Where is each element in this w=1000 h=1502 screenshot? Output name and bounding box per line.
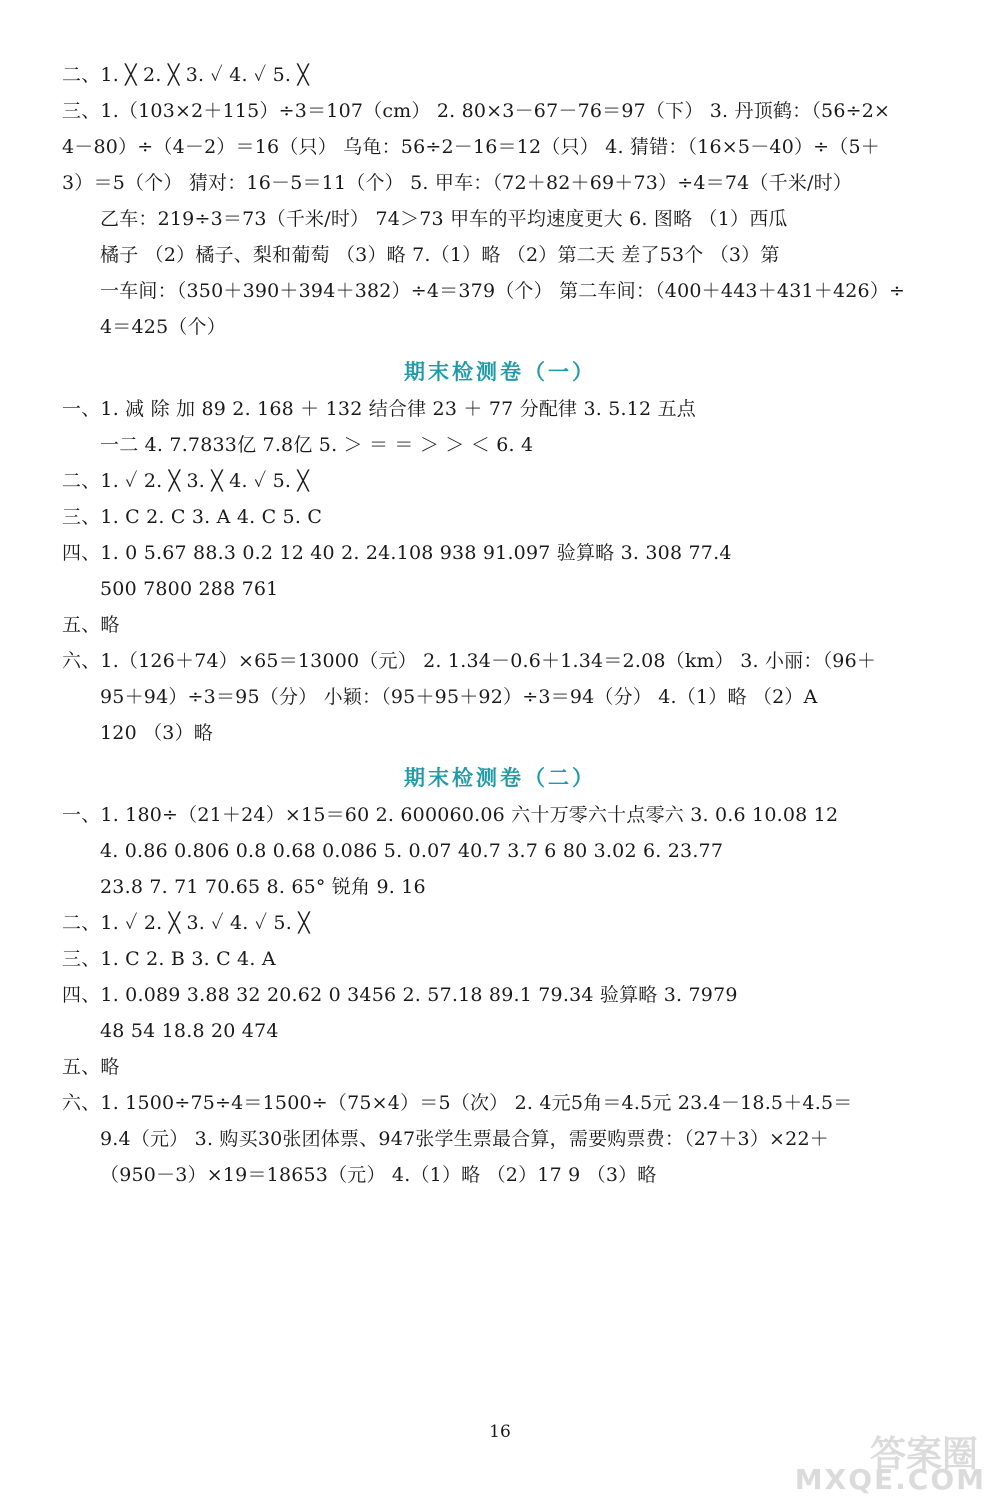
answer-line: 四、1. 0 5.67 88.3 0.2 12 40 2. 24.108 938 91.097 验算略 3. 308 77.4	[62, 542, 732, 564]
watermark-logo	[792, 1426, 992, 1496]
answer-line: 五、略	[62, 614, 120, 636]
answer-line: 4＝425（个）	[100, 316, 226, 338]
answer-line: 95＋94）÷3＝95（分） 小颖：（95＋95＋92）÷3＝94（分） 4.（1）略 （2）A	[100, 686, 818, 708]
answer-line: 二、1. ✓ 2. ╳ 3. ✓ 4. ✓ 5. ╳	[62, 912, 310, 934]
answer-line: 二、1. ╳ 2. ╳ 3. ✓ 4. ✓ 5. ╳	[62, 64, 310, 86]
answer-line: 120 （3）略	[100, 722, 213, 744]
page-number: 16	[489, 1422, 511, 1442]
watermark-url: MXQE.COM	[794, 1463, 986, 1496]
answer-line: 9.4（元） 3. 购买30张团体票、947张学生票最合算，需要购票费：（27＋3）×22＋	[100, 1128, 829, 1150]
answer-line: 23.8 7. 71 70.65 8. 65° 锐角 9. 16	[100, 876, 426, 898]
answer-line: 四、1. 0.089 3.88 32 20.62 0 3456 2. 57.18 89.1 79.34 验算略 3. 7979	[62, 984, 738, 1006]
answer-line: 48 54 18.8 20 474	[100, 1020, 279, 1042]
answer-line: （950－3）×19＝18653（元） 4.（1）略 （2）17 9 （3）略	[100, 1164, 657, 1186]
answer-line: 三、1. C 2. C 3. A 4. C 5. C	[62, 506, 323, 528]
section-heading: 期末检测卷（一）	[404, 359, 596, 384]
answer-line: 一、1. 减 除 加 89 2. 168 ＋ 132 结合律 23 ＋ 77 分配律 3. 5.12 五点	[62, 398, 696, 420]
answer-line: 六、1.（126＋74）×65＝13000（元） 2. 1.34－0.6＋1.34＝2.08（km） 3. 小丽：（96＋	[62, 650, 877, 672]
answer-line: 500 7800 288 761	[100, 578, 279, 600]
answer-line: 橘子 （2）橘子、梨和葡萄 （3）略 7.（1）略 （2）第二天 差了53个 （3）第	[100, 244, 780, 266]
answer-line: 一车间：（350＋390＋394＋382）÷4＝379（个） 第二车间：（400＋443＋431＋426）÷	[100, 280, 906, 302]
answer-line: 一二 4. 7.7833亿 7.8亿 5. ＞ ＝ ＝ ＞ ＞ ＜ 6. 4	[100, 434, 534, 456]
answer-line: 乙车：219÷3＝73（千米/时） 74＞73 甲车的平均速度更大 6. 图略 （1）西瓜	[100, 208, 788, 230]
answer-line: 3）＝5（个） 猜对：16－5＝11（个） 5. 甲车：（72＋82＋69＋73）÷4＝74（千米/时）	[62, 172, 853, 194]
answer-line: 4. 0.86 0.806 0.8 0.68 0.086 5. 0.07 40.7 3.7 6 80 3.02 6. 23.77	[100, 840, 724, 862]
answer-line: 二、1. ✓ 2. ╳ 3. ╳ 4. ✓ 5. ╳	[62, 470, 310, 492]
watermark-cn: 答案圈	[869, 1434, 978, 1475]
answer-line: 五、略	[62, 1056, 120, 1078]
answer-line: 三、1. C 2. B 3. C 4. A	[62, 948, 276, 970]
answer-line: 三、1.（103×2＋115）÷3＝107（cm） 2. 80×3－67－76＝97（下） 3. 丹顶鹤：（56÷2×	[62, 100, 891, 122]
answer-line: 4－80）÷（4－2）＝16（只） 乌龟：56÷2－16＝12（只） 4. 猜错：（16×5－40）÷（5＋	[62, 136, 880, 158]
section-heading: 期末检测卷（二）	[404, 765, 596, 790]
answer-line: 一、1. 180÷（21＋24）×15＝60 2. 600060.06 六十万零六十点零六 3. 0.6 10.08 12	[62, 804, 839, 826]
answer-line: 六、1. 1500÷75÷4＝1500÷（75×4）＝5（次） 2. 4元5角＝4.5元 23.4－18.5＋4.5＝	[62, 1092, 853, 1114]
